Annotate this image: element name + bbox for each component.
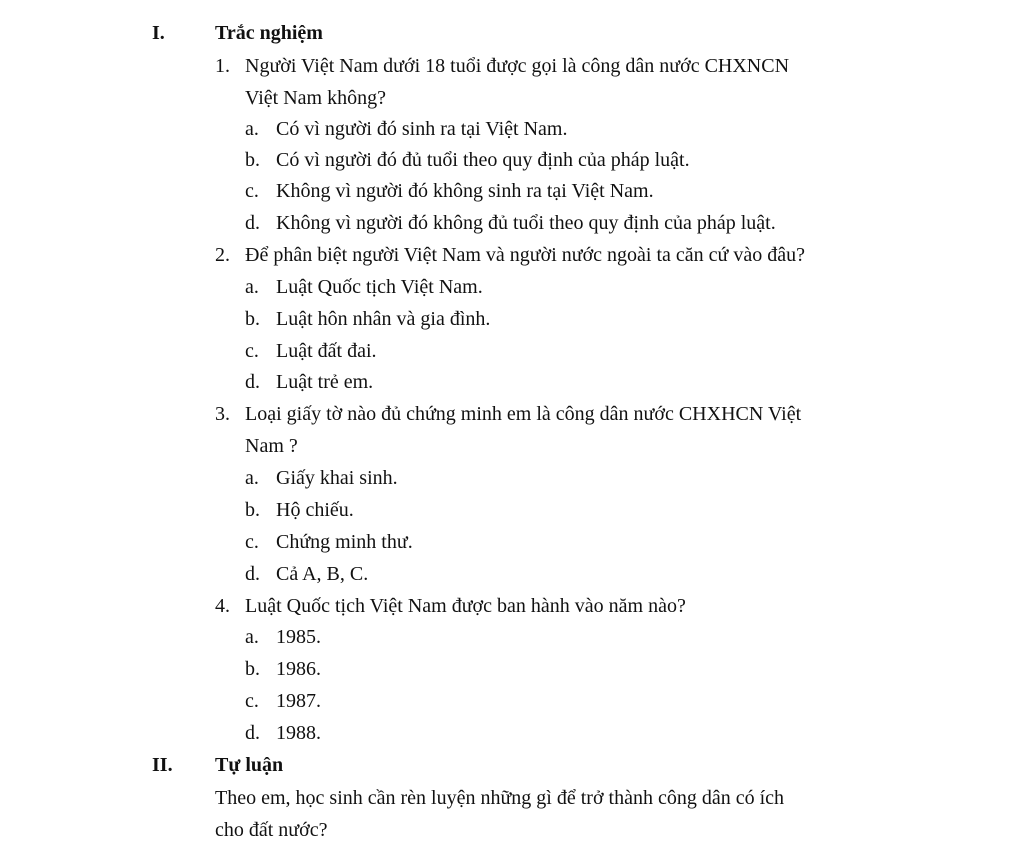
- section-2-roman: II.: [152, 754, 173, 776]
- question-2-number: 2.: [215, 244, 230, 266]
- question-4-option-a-letter: a.: [245, 626, 259, 648]
- question-2-option-b-letter: b.: [245, 308, 260, 330]
- question-4-number: 4.: [215, 595, 230, 617]
- essay-question-line-1: Theo em, học sinh cần rèn luyện những gì để trở thành công dân có ích: [215, 787, 785, 809]
- question-1-option-d-text: Không vì người đó không đủ tuổi theo quy định của pháp luật.: [276, 212, 776, 234]
- question-3-option-a-text: Giấy khai sinh.: [276, 467, 398, 489]
- question-2-option-d-text: Luật trẻ em.: [276, 371, 374, 393]
- question-2-option-d-letter: d.: [245, 371, 260, 393]
- question-3-option-d-text: Cả A, B, C.: [276, 563, 369, 585]
- question-1-option-b-letter: b.: [245, 149, 260, 171]
- question-1-option-b-text: Có vì người đó đủ tuổi theo quy định của pháp luật.: [276, 149, 690, 171]
- question-3-option-c-letter: c.: [245, 531, 259, 553]
- question-4-option-b-letter: b.: [245, 658, 260, 680]
- section-1-title: Trắc nghiệm: [215, 22, 323, 44]
- question-4-option-c-text: 1987.: [276, 690, 321, 712]
- question-2-option-b-text: Luật hôn nhân và gia đình.: [276, 308, 491, 330]
- question-2-option-c-text: Luật đất đai.: [276, 340, 377, 362]
- question-2-text-line-1: Để phân biệt người Việt Nam và người nước ngoài ta căn cứ vào đâu?: [245, 244, 806, 266]
- question-1-text-line-2: Việt Nam không?: [245, 87, 386, 109]
- question-2-option-c-letter: c.: [245, 340, 259, 362]
- question-4-text-line-1: Luật Quốc tịch Việt Nam được ban hành vào năm nào?: [245, 595, 686, 617]
- question-1-text-line-1: Người Việt Nam dưới 18 tuổi được gọi là công dân nước CHXNCN: [245, 55, 790, 77]
- question-1-option-a-letter: a.: [245, 118, 259, 140]
- essay-question-line-2: cho đất nước?: [215, 819, 328, 841]
- question-2-option-a-text: Luật Quốc tịch Việt Nam.: [276, 276, 483, 298]
- question-3-text-line-1: Loại giấy tờ nào đủ chứng minh em là công dân nước CHXHCN Việt: [245, 403, 802, 425]
- question-2-option-a-letter: a.: [245, 276, 259, 298]
- question-3-number: 3.: [215, 403, 230, 425]
- section-2-title: Tự luận: [215, 754, 284, 776]
- question-3-option-d-letter: d.: [245, 563, 260, 585]
- question-4-option-c-letter: c.: [245, 690, 259, 712]
- question-1-option-d-letter: d.: [245, 212, 260, 234]
- question-3-option-a-letter: a.: [245, 467, 259, 489]
- question-4-option-a-text: 1985.: [276, 626, 321, 648]
- question-3-option-b-text: Hộ chiếu.: [276, 499, 354, 521]
- question-3-option-b-letter: b.: [245, 499, 260, 521]
- question-4-option-d-text: 1988.: [276, 722, 321, 744]
- question-1-number: 1.: [215, 55, 230, 77]
- question-1-option-c-text: Không vì người đó không sinh ra tại Việt Nam.: [276, 180, 654, 202]
- question-1-option-c-letter: c.: [245, 180, 259, 202]
- question-4-option-d-letter: d.: [245, 722, 260, 744]
- question-4-option-b-text: 1986.: [276, 658, 321, 680]
- question-1-option-a-text: Có vì người đó sinh ra tại Việt Nam.: [276, 118, 568, 140]
- question-3-text-line-2: Nam ?: [245, 435, 298, 457]
- section-1-roman: I.: [152, 22, 165, 44]
- question-3-option-c-text: Chứng minh thư.: [276, 531, 413, 553]
